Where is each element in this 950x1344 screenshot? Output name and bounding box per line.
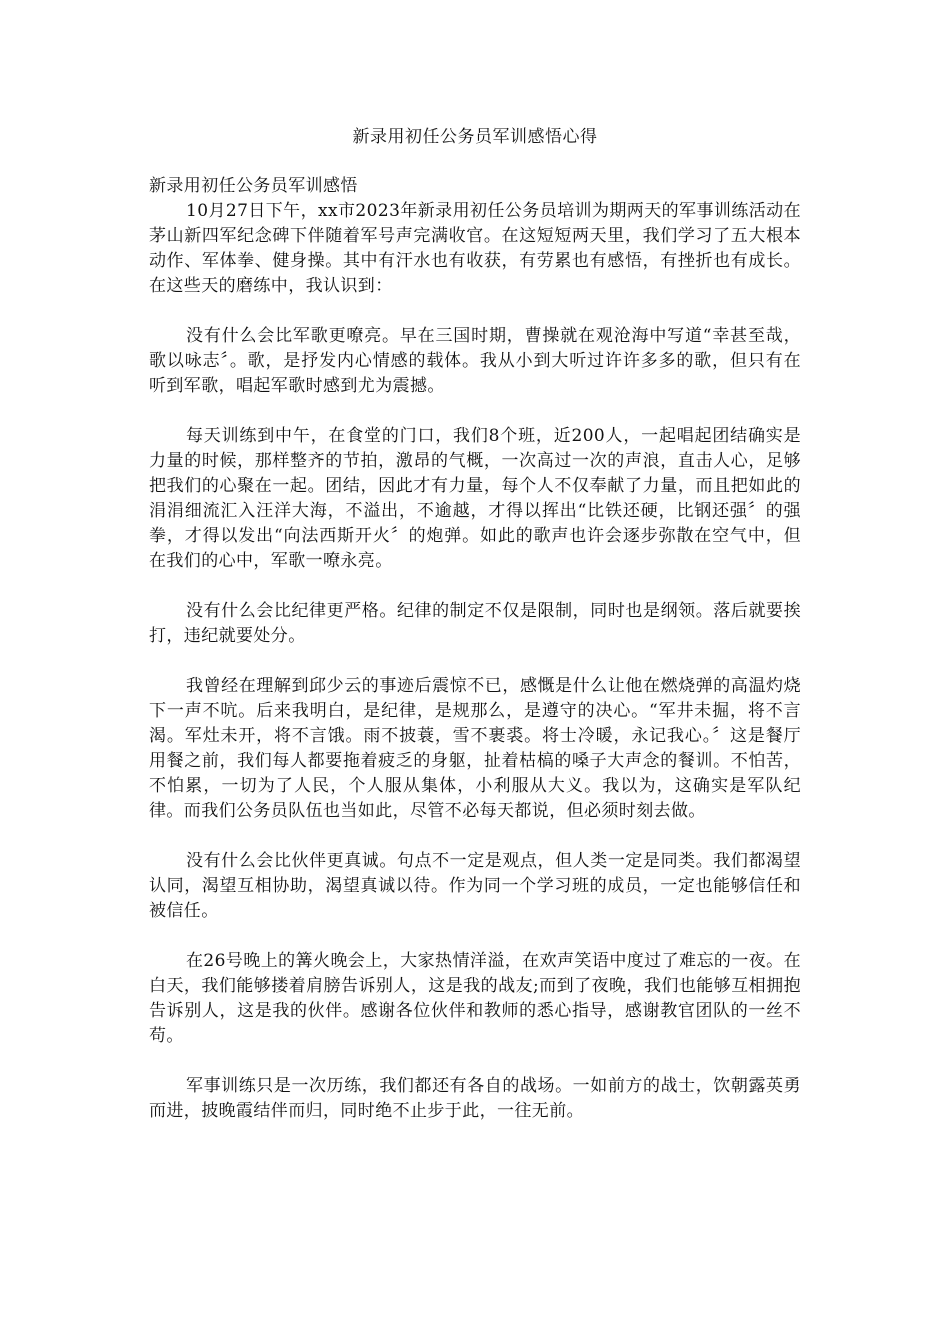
paragraph-4: 没有什么会比纪律更严格。纪律的制定不仅是限制，同时也是纲领。落后就要挨打，违纪就要处分。 [149, 601, 801, 646]
paragraph-7: 在26号晚上的篝火晚会上，大家热情洋溢，在欢声笑语中度过了难忘的一夜。在白天，我们能够搂着肩膀告诉别人，这是我的战友;而到了夜晚，我们也能够互相拥抱告诉别人，这是我的伙伴。感谢各位伙伴和教师的悉心指导，感谢教官团队的一丝不苟。 [149, 951, 801, 1046]
paragraph-6: 没有什么会比伙伴更真诚。句点不一定是观点，但人类一定是同类。我们都渴望认同，渴望互相协助，渴望真诚以待。作为同一个学习班的成员，一定也能够信任和被信任。 [149, 851, 801, 921]
document-title: 新录用初任公务员军训感悟心得 [352, 127, 598, 147]
document-body [149, 174, 801, 1149]
paragraph-2: 没有什么会比军歌更嘹亮。早在三国时期，曹操就在观沧海中写道“幸甚至哉，歌以咏志〞。歌，是抒发内心情感的载体。我从小到大听过许许多多的歌，但只有在听到军歌，唱起军歌时感到尤为震撼。 [149, 326, 801, 396]
paragraph-3: 每天训练到中午，在食堂的门口，我们8个班，近200人，一起唱起团结确实是力量的时候，那样整齐的节拍，激昂的气概，一次高过一次的声浪，直击人心，足够把我们的心聚在一起。团结，因此才有力量，每个人不仅奉献了力量，而且把如此的涓涓细流汇入汪洋大海，不溢出，不逾越，才得以挥出“比铁还硬，比钢还强〞的强拳，才得以发出“向法西斯开火〞的炮弹。如此的歌声也许会逐步弥散在空气中，但在我们的心中，军歌一嘹永亮。 [149, 426, 801, 571]
document-subtitle: 新录用初任公务员军训感悟 [149, 176, 358, 196]
paragraph-1: 10月27日下午，xx市2023年新录用初任公务员培训为期两天的军事训练活动在茅山新四军纪念碑下伴随着军号声完满收官。在这短短两天里，我们学习了五大根本动作、军体拳、健身操。其中有汗水也有收获，有劳累也有感悟，有挫折也有成长。在这些天的磨练中，我认识到： [149, 201, 801, 296]
paragraph-5: 我曾经在理解到邱少云的事迹后震惊不已，感慨是什么让他在燃烧弹的高温灼烧下一声不吭。后来我明白，是纪律，是规那么，是遵守的决心。“军井未掘，将不言渴。军灶未开，将不言饿。雨不披蓑，雪不裹裘。将士冷暖，永记我心。〞这是餐厅用餐之前，我们每人都要拖着疲乏的身躯，扯着枯槁的嗓子大声念的餐训。不怕苦，不怕累，一切为了人民，个人服从集体，小利服从大义。我以为，这确实是军队纪律。而我们公务员队伍也当如此，尽管不必每天都说，但必须时刻去做。 [149, 676, 801, 821]
paragraph-8: 军事训练只是一次历练，我们都还有各自的战场。一如前方的战士，饮朝露英勇而进，披晚霞结伴而归，同时绝不止步于此，一往无前。 [149, 1076, 801, 1121]
